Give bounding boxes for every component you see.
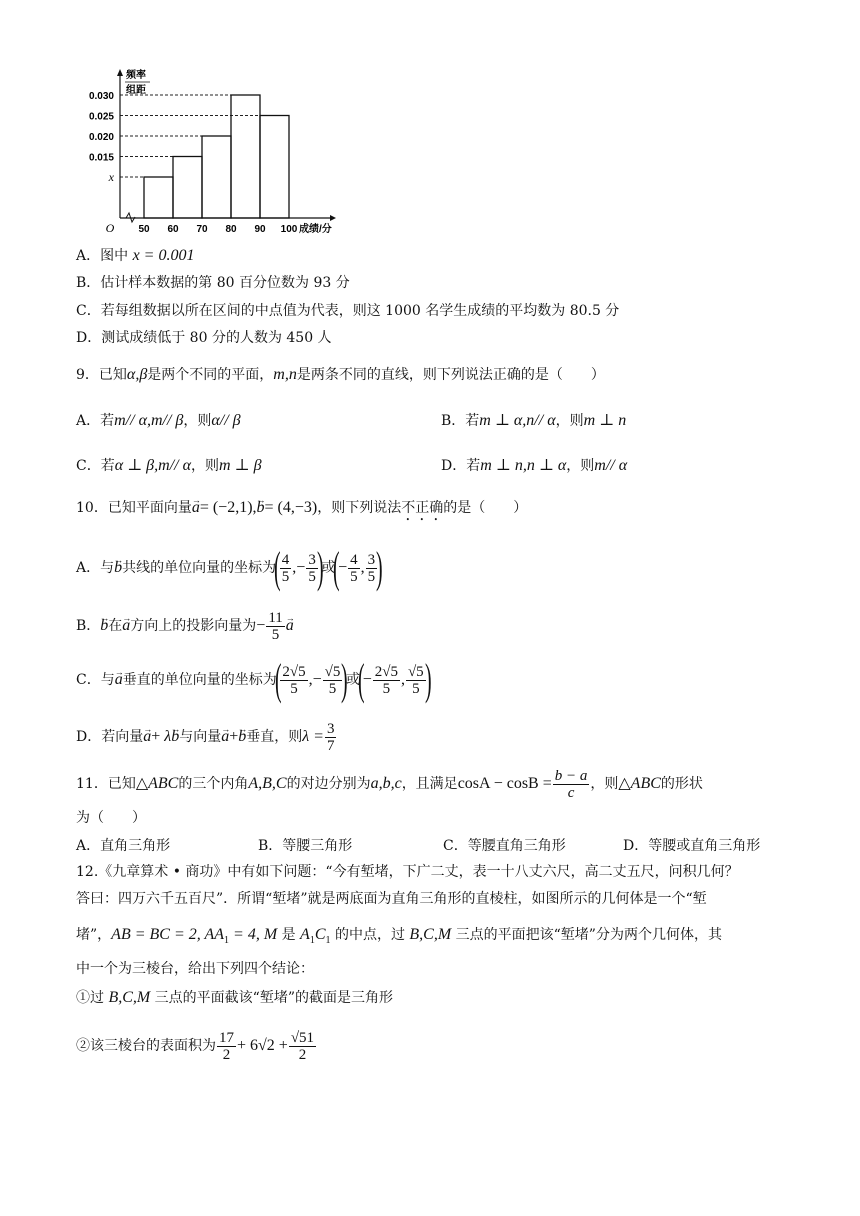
vector-a: → a	[115, 660, 123, 700]
q12-line3-post: 三点的平面把该“堑堵”分为两个几何体，其	[451, 927, 722, 943]
q12-line3-math2: = 4, M	[229, 926, 278, 943]
q9-a-math1: m// α,m// β	[114, 412, 184, 429]
q10-a-pre: A．与	[76, 560, 115, 576]
x-tick-label: 70	[196, 224, 208, 235]
q9-b-mid: ，则	[555, 413, 584, 429]
q12-c1-post: 三点的平面截该“堑堵”的截面是三角形	[150, 990, 393, 1006]
q9-c-pre: C．若	[76, 458, 115, 474]
q10-c-pre: C．与	[76, 672, 115, 688]
vector-b: → b	[238, 717, 246, 757]
q10-b-mid2: 方向上的投影向量为	[130, 618, 257, 634]
q10-option-b: B．→ b在→ a方向上的投影向量为− $\frac{11}{5}$ → a	[76, 606, 294, 646]
q10-option-a: A．与→ b共线的单位向量的坐标为( $\frac{4}{5}$ ,− $\frac{3}{5}$ )或(− $\frac{4}{5}$ , $\frac{3}{5}$ )	[76, 548, 381, 588]
q11-option-d: D．等腰或直角三角形	[623, 838, 761, 854]
q11-stem-pre: 11．已知	[76, 776, 136, 792]
q10-stem-post2: 的是（ ）	[443, 500, 528, 516]
q10-option-c: C．与→ a垂直的单位向量的坐标为( $\frac{2√5}{5}$ ,− $\frac{√5}{5}$ )或(− $\frac{2√5}{5}$ , $\frac{√5}{5}$ )	[76, 660, 429, 700]
q10-c-or: 或	[346, 672, 361, 688]
q12-c2-pre: ②该三棱台的表面积为	[76, 1038, 216, 1054]
q11-triangle: △ABC	[135, 775, 179, 792]
q12-line3-pre: 堵”，	[76, 927, 112, 943]
q9-stem-mid: 是两个不同的平面，	[147, 367, 274, 383]
fraction: $\frac{√51}{2}$	[290, 1029, 315, 1063]
y-tick-label: 0.015	[88, 152, 114, 164]
vector-b: → b	[171, 717, 179, 757]
vector-b: → b	[114, 548, 122, 588]
y-tick-label: 0.020	[88, 132, 114, 143]
q8-a-math: x = 0.001	[132, 247, 195, 264]
vector-b: → b	[257, 498, 265, 518]
vector-a: → a	[286, 606, 294, 646]
fraction: $\frac{11}{5}$	[268, 609, 283, 643]
q12-line4: 中一个为三棱台，给出下列四个结论：	[76, 961, 314, 977]
q9-d-pre: D．若	[441, 458, 481, 474]
q10-b-value: = (4,−3)	[264, 499, 318, 516]
q12-conclusion-2	[76, 1026, 317, 1066]
vector-a: → a	[192, 498, 200, 518]
y-axis-label-top: 频率	[126, 70, 146, 81]
q8-option-d: D．测试成绩低于 80 分的人数为 450 人	[76, 330, 332, 346]
fraction: $\frac{3}{5}$	[367, 551, 376, 585]
q9-stem-math1: α,β	[126, 366, 148, 383]
fraction: $\frac{2√5}{5}$	[374, 663, 398, 697]
q12-line1: 12.《九章算术 • 商功》中有如下问题：“今有堑堵，下广二丈，表一十八丈六尺，高二丈五尺，问积几何？	[76, 864, 739, 880]
q12-conclusion-1	[76, 988, 393, 1008]
frequency-histogram	[78, 66, 378, 238]
q11-angles: A,B,C	[248, 775, 287, 792]
q10-b-mid1: 在	[108, 618, 123, 634]
q9-option-d	[441, 456, 627, 476]
x-tick-label: 80	[225, 224, 237, 235]
q8-option-b: B．估计样本数据的第 80 百分位数为 93 分	[76, 275, 350, 291]
q11-stem-mid3: ，且满足	[401, 776, 458, 792]
x-tick-label: 50	[138, 224, 150, 235]
q10-a-or: 或	[321, 560, 336, 576]
q9-d-math2: m// α	[594, 457, 628, 474]
fraction: $\frac{4}{5}$	[281, 551, 290, 585]
q10-option-d: D．若向量→ a+ λ→ b与向量→ a+→ b垂直，则λ = $\frac{3}{7}$	[76, 717, 337, 757]
q12-subscript: 1	[325, 934, 331, 946]
q11-stem-mid1: 的三个内角	[178, 776, 249, 792]
q12-line2: 答曰：四万六千五百尺”．所谓“堑堵”就是两底面为直角三角形的直棱柱，如图所示的几何体是一个“堑	[76, 891, 707, 907]
q10-b-pre: B．	[76, 618, 101, 634]
y-axis-label-bottom: 组距	[126, 85, 146, 96]
q9-option-b	[441, 411, 626, 431]
q10-d-mid2: 垂直，则	[246, 729, 303, 745]
vector-a: → a	[143, 717, 151, 757]
q12-subscript: 1	[224, 934, 230, 946]
q11-triangle: △ABC	[618, 775, 661, 792]
x-axis-arrow	[330, 215, 336, 221]
q9-option-a	[76, 411, 241, 431]
y-tick-label: 0.030	[88, 91, 114, 102]
q10-d-lambda: λ =	[302, 728, 324, 745]
q12-line3-mid: 是	[277, 927, 301, 943]
q9-c-mid: ，则	[190, 458, 219, 474]
histogram-bar	[173, 157, 202, 219]
histogram-bar	[231, 95, 260, 218]
q11-expression: cosA − cosB =	[457, 775, 552, 792]
q9-b-pre: B．若	[441, 413, 480, 429]
fraction: $\frac{b - a}{c}$	[554, 767, 588, 801]
fraction: $\frac{√5}{5}$	[324, 663, 341, 697]
fraction: $\frac{2√5}{5}$	[282, 663, 306, 697]
q9-d-math1: m ⊥ n,n ⊥ α	[480, 457, 567, 474]
q12-line3-mid2: 的中点，过	[330, 927, 410, 943]
q11-option-c: C．等腰直角三角形	[443, 838, 566, 854]
q12-line3	[76, 925, 722, 951]
fraction: $\frac{4}{5}$	[350, 551, 358, 585]
q12-c1-math: B,C,M	[108, 989, 151, 1006]
q10-stem-emphasis: 不正确	[401, 500, 444, 516]
y-tick-label: x	[108, 170, 114, 184]
q11-stem-line2: 为（ ）	[76, 810, 146, 826]
q10-c-mid: 垂直的单位向量的坐标为	[122, 672, 277, 688]
q9-stem-pre: 9．已知	[76, 367, 127, 383]
fraction: $\frac{17}{2}$	[219, 1029, 234, 1063]
q9-c-math1: α ⊥ β,m// α	[114, 457, 191, 474]
q12-line3-math1: AB = BC = 2, AA	[111, 926, 225, 943]
histogram-bar	[144, 177, 173, 218]
vector-b: → b	[100, 606, 108, 646]
q12-line3-math4: B,C,M	[409, 926, 452, 943]
q11-stem-post: 的形状	[660, 776, 703, 792]
q9-option-c	[76, 456, 262, 476]
q8-option-a	[76, 246, 194, 266]
histogram-bar	[202, 136, 231, 218]
q12-line3-math3: A	[300, 926, 310, 943]
q11-option-b: B．等腰三角形	[258, 838, 353, 854]
q9-a-math2: α// β	[211, 412, 241, 429]
q10-a-value: = (−2,1),	[199, 499, 257, 516]
q10-stem	[76, 498, 527, 524]
q12-c2-mid: + 6√2 +	[237, 1037, 288, 1054]
q9-stem-math2: m,n	[273, 366, 297, 383]
q11-sides: a,b,c	[370, 775, 402, 792]
q9-a-mid: ，则	[183, 413, 212, 429]
histogram-bar	[260, 116, 289, 219]
x-tick-label: 90	[254, 224, 266, 235]
q10-a-mid: 共线的单位向量的坐标为	[122, 560, 277, 576]
q12-c1-pre: ①过	[76, 990, 109, 1006]
q9-stem-post: 是两条不同的直线，则下列说法正确的是（ ）	[296, 367, 605, 383]
q8-a-text: A．图中	[76, 248, 129, 264]
q11-option-a: A．直角三角形	[76, 838, 171, 854]
q12-line3-math3b: C	[314, 926, 326, 943]
q10-d-mid: 与向量	[179, 729, 222, 745]
q11-stem-mid2: 的对边分别为	[286, 776, 371, 792]
q8-option-c: C．若每组数据以所在区间的中点值为代表，则这 1000 名学生成绩的平均数为 80.5 分	[76, 303, 620, 319]
q10-d-pre: D．若向量	[76, 729, 144, 745]
fraction: $\frac{3}{5}$	[308, 551, 316, 585]
x-tick-label: 100	[280, 224, 298, 235]
q10-stem-post1: ，则下列说法	[317, 500, 402, 516]
q9-c-math2: m ⊥ β	[218, 457, 262, 474]
q9-b-math1: m ⊥ α,n// α	[479, 412, 556, 429]
vector-a: → a	[122, 606, 130, 646]
q9-stem	[76, 365, 605, 385]
q9-a-pre: A．若	[76, 413, 115, 429]
q10-stem-pre: 10．已知平面向量	[76, 500, 192, 516]
x-tick-label: 60	[167, 224, 179, 235]
x-axis-label: 成绩/分	[299, 224, 332, 235]
q11-stem-mid4: ，则	[590, 776, 619, 792]
q9-d-mid: ，则	[566, 458, 595, 474]
vector-a: → a	[221, 717, 229, 757]
fraction: $\frac{√5}{5}$	[407, 663, 424, 697]
q12-subscript: 1	[309, 934, 315, 946]
y-tick-label: 0.025	[88, 111, 114, 123]
y-axis-arrow	[117, 69, 123, 76]
q11-stem	[76, 764, 703, 804]
fraction: $\frac{3}{7}$	[326, 720, 335, 754]
q9-b-math2: m ⊥ n	[583, 412, 627, 429]
origin-label: O	[105, 221, 115, 235]
